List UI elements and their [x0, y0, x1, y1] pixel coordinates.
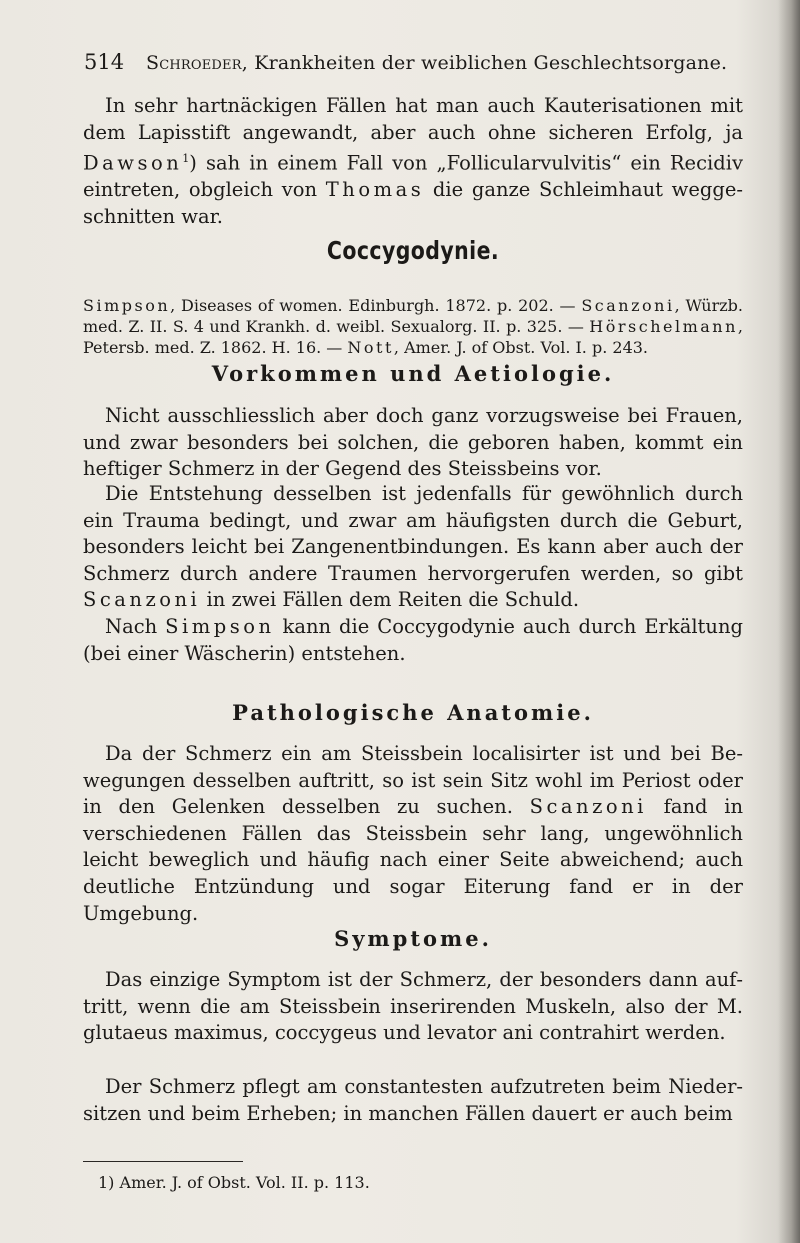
page-edge-shadow — [778, 0, 800, 1243]
intro-text-3: die ganze Schleimhaut weggeschnitten war. — [83, 178, 743, 228]
section-heading-pathologie: Pathologische Anatomie. — [232, 700, 594, 725]
section-heading-symptome: Symptome. — [334, 926, 492, 951]
ref-text-2: , Würzb. med. Z. II. S. 4 und Krankh. d. weibl. Sexualorg. II. p. 325. — — [83, 296, 743, 336]
paragraph-vorkommen-2 — [83, 481, 743, 614]
vorkommen-3-text-a: Nach — [105, 615, 166, 638]
paragraph-symptome-1: Das einzige Symptom ist der Schmerz, der besonders dann auftritt, wenn die am Steissbein inserirenden Muskeln, also der M. glutaeus maximus, coccygeus und levator ani contrahirt werden. — [83, 968, 743, 1045]
author-name-scanzoni: Scanzoni — [83, 588, 201, 612]
vorkommen-2-text-b: in zwei Fällen dem Reiten die Schuld. — [200, 588, 580, 612]
chapter-title: Coccygodynie. — [326, 236, 500, 265]
vorkommen-3-text-b: kann die Coccygodynie auch durch Erkältung (bei einer Wäscherin) entstehen. — [83, 615, 743, 665]
footnote-divider — [83, 1161, 243, 1162]
bibliography-references — [83, 295, 743, 358]
running-head-title: , Krankheiten der weiblichen Geschlechtsorgane. — [241, 52, 728, 74]
author-name-thomas: Thomas — [325, 178, 425, 202]
pathologie-text-b: fand in verschiedenen Fällen das Steissbein sehr lang, ungewöhnlich leicht beweglich und häufig nach einer Seite abweichend; auch deutliche Entzündung und sogar Eiterung fand er in der Umgebung. — [83, 795, 743, 925]
section-heading-vorkommen: Vorkommen und Aetiologie. — [211, 361, 615, 386]
author-name-simpson: Simpson — [165, 615, 275, 638]
ref-text-4: , Amer. J. of Obst. Vol. I. p. 243. — [393, 338, 649, 357]
author-name-dawson: Dawson — [83, 151, 183, 175]
paragraph-symptome-2: Der Schmerz pflegt am constantesten aufzutreten beim Niedersitzen und beim Erheben; in manchen Fällen dauert er auch beim — [83, 1075, 743, 1125]
author-name-scanzoni-2: Scanzoni — [529, 795, 647, 819]
page-number: 514 — [84, 50, 125, 74]
ref-text-1: , Diseases of women. Edinburgh. 1872. p. 202. — — [170, 296, 582, 315]
intro-text-2: ) sah in einem Fall von „Follicularvulvitis“ ein Recidiv eintreten, obgleich von — [83, 151, 743, 202]
ref-author-simpson: Simpson — [83, 296, 171, 315]
pathologie-text-a: Da der Schmerz ein am Steissbein localisirter ist und bei Bewegungen desselben auftritt, so ist sein Sitz wohl im Periost oder in den Gelenken desselben zu suchen. — [83, 742, 743, 819]
footnote-marker: 1 — [182, 152, 190, 166]
running-head — [146, 52, 727, 74]
paragraph-vorkommen-1: Nicht ausschliesslich aber doch ganz vorzugsweise bei Frauen, und zwar besonders bei solchen, die geboren haben, kommt ein heftiger Schmerz in der Gegend des Steissbeins vor. — [83, 404, 743, 481]
ref-text-3: , Petersb. med. Z. 1862. H. 16. — — [83, 317, 743, 357]
running-head-author: Schroeder — [146, 52, 242, 74]
paragraph-pathologie — [83, 741, 743, 927]
ref-author-nott: Nott — [347, 338, 394, 357]
paragraph-vorkommen-3 — [83, 614, 743, 667]
ref-author-scanzoni: Scanzoni — [581, 296, 675, 315]
footnote: 1) Amer. J. of Obst. Vol. II. p. 113. — [98, 1173, 370, 1192]
intro-text-1: In sehr hartnäckigen Fällen hat man auch Kauterisationen mit dem Lapisstift angewandt, aber auch ohne sicheren Erfolg, ja — [83, 94, 743, 144]
page-header — [84, 50, 744, 80]
vorkommen-2-text-a: Die Entstehung desselben ist jedenfalls für gewöhnlich durch ein Trauma bedingt, und zwar am häufigsten durch die Geburt, besonders leicht bei Zangenentbindungen. Es kann aber auch der Schmerz durch andere Traumen hervorgerufen werden, so gibt — [83, 482, 743, 585]
ref-author-hoerschelmann: Hörschelmann — [589, 317, 738, 336]
intro-paragraph — [83, 93, 743, 230]
